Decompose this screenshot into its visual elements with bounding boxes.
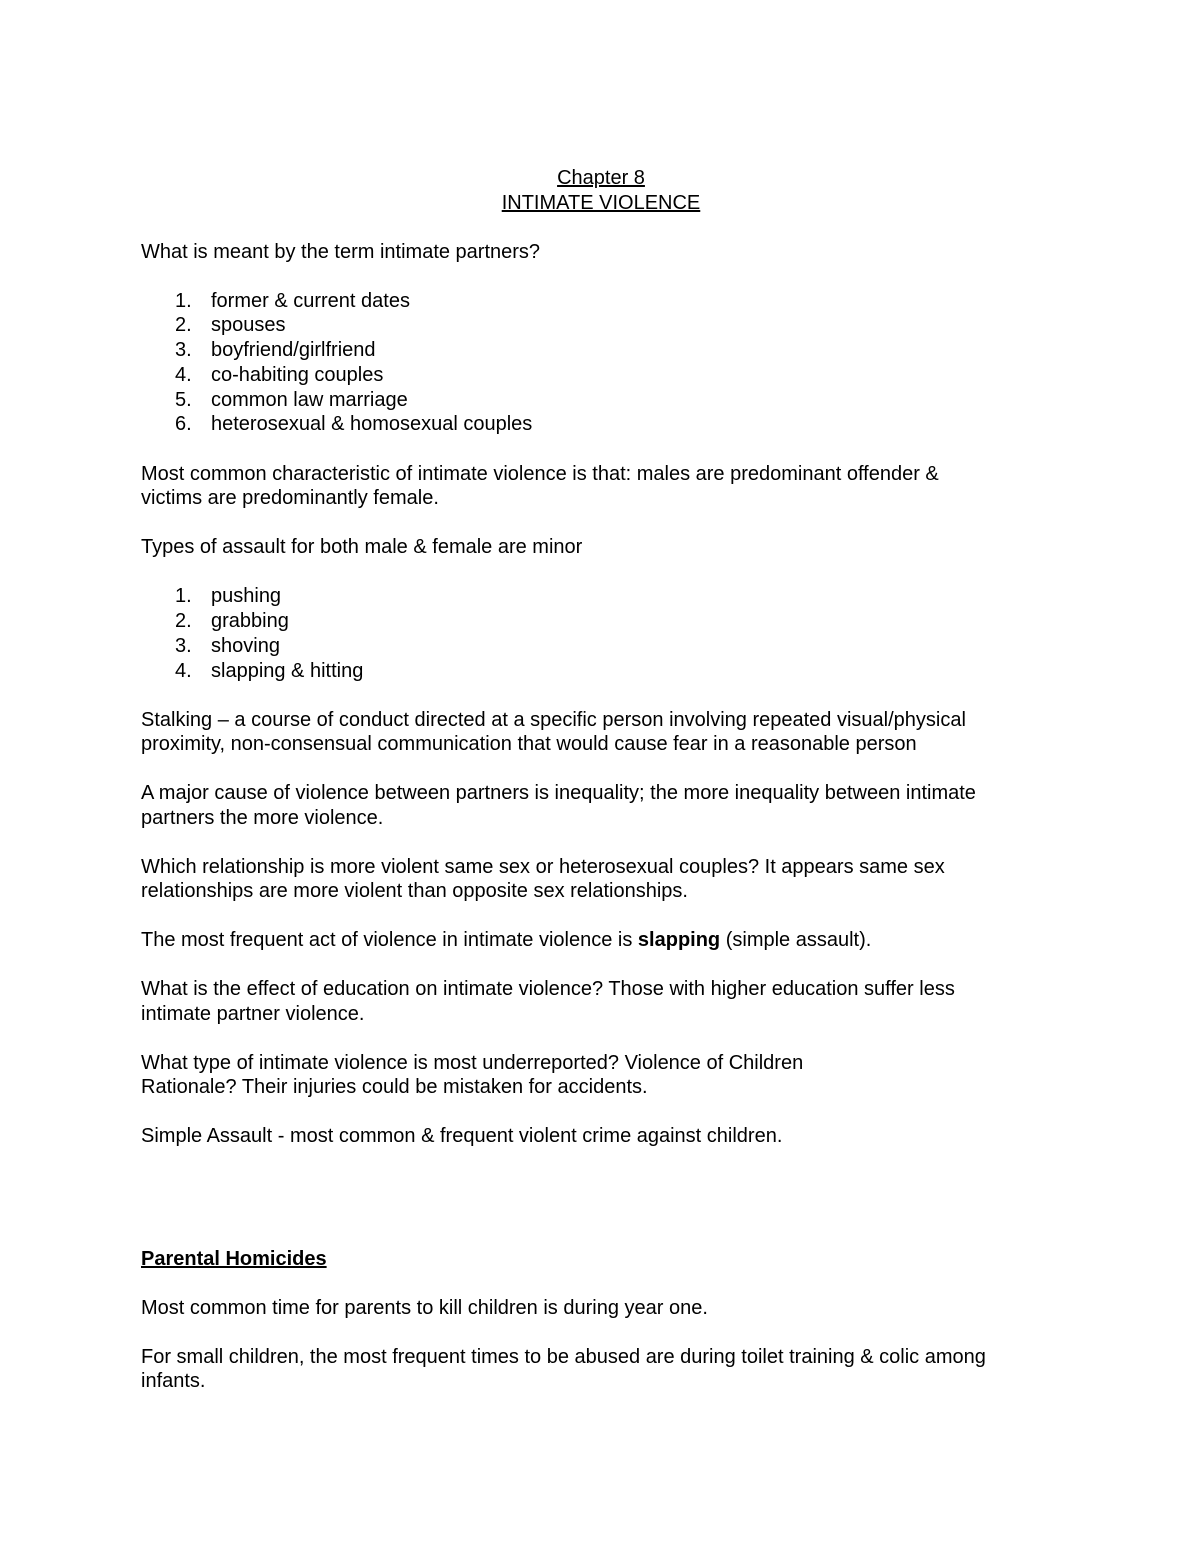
document-page (141, 166, 1061, 1394)
list-item: 1. former & current dates (175, 289, 410, 312)
list-item: 4. co-habiting couples (175, 363, 384, 386)
list-item: 4. slapping & hitting (175, 659, 364, 682)
education-paragraph: What is the effect of education on intimate violence? Those with higher education suffer less intimate partner violence. (141, 978, 955, 1025)
list-item: 5. common law marriage (175, 388, 408, 411)
underreported-paragraph: What type of intimate violence is most underreported? Violence of Children Rationale? Their injuries could be mistaken for accidents. (141, 1051, 804, 1099)
list-item: 1. pushing (175, 585, 282, 608)
chapter-label: Chapter 8 (557, 167, 645, 189)
intimate-partners-list (141, 289, 1061, 438)
assault-types-list (141, 584, 1061, 683)
list-item: 2. grabbing (175, 610, 289, 633)
slapping-emphasis: slapping (637, 929, 721, 952)
simple-assault-paragraph: Simple Assault - most common & frequent violent crime against children. (141, 1125, 783, 1148)
same-sex-paragraph: Which relationship is more violent same sex or heterosexual couples? It appears same sex relationships are more violent than opposite sex relationships. (141, 855, 945, 903)
stalking-paragraph: Stalking – a course of conduct directed at a specific person involving repeated visual/physical proximity, non-consensual communication that would cause fear in a reasonable person (141, 708, 966, 756)
list-item: 3. shoving (175, 634, 280, 657)
most-frequent-act-paragraph: The most frequent act of violence in intimate violence is slapping (simple assault). (141, 929, 872, 952)
list-item: 3. boyfriend/girlfriend (175, 339, 376, 362)
inequality-paragraph: A major cause of violence between partners is inequality; the more inequality between intimate partners the more violence. (141, 782, 976, 829)
small-children-paragraph: For small children, the most frequent times to be abused are during toilet training & colic among infants. (141, 1345, 986, 1393)
list-item: 2. spouses (175, 314, 286, 337)
chapter-title: INTIMATE VIOLENCE (501, 191, 701, 214)
year-one-paragraph: Most common time for parents to kill children is during year one. (141, 1296, 708, 1319)
intimate-partners-question: What is meant by the term intimate partners? (141, 240, 541, 263)
common-characteristic-paragraph: Most common characteristic of intimate violence is that: males are predominant offender & victims are predominantly female. (141, 462, 939, 510)
assault-types-intro: Types of assault for both male & female are minor (141, 536, 583, 559)
parental-homicides-heading: Parental Homicides (141, 1247, 327, 1270)
list-item: 6. heterosexual & homosexual couples (175, 413, 533, 436)
